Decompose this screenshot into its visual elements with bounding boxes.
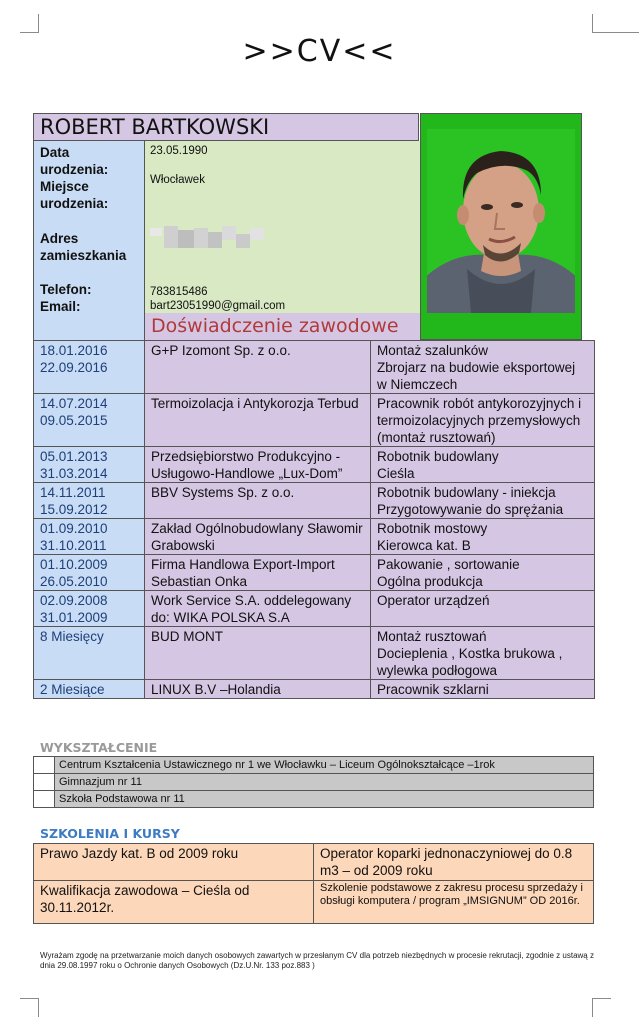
- experience-row: [34, 447, 595, 483]
- training-item: Kwalifikacja zawodowa – Cieśla od 30.11.2012r.: [34, 881, 314, 924]
- label-email: Email:: [40, 299, 81, 314]
- experience-role: Robotnik mostowy Kierowca kat. B: [371, 519, 595, 555]
- experience-company: G+P Izomont Sp. z o.o.: [145, 341, 371, 394]
- education-row: [34, 791, 594, 808]
- birth-place-value: Włocławek: [150, 174, 205, 186]
- education-row: [34, 757, 594, 774]
- email-value: bart23051990@gmail.com: [150, 300, 286, 312]
- experience-dates: 01.09.2010 31.10.2011: [34, 519, 145, 555]
- training-row: [34, 844, 594, 881]
- label-phone: Telefon:: [40, 282, 92, 297]
- experience-dates: 05.01.2013 31.03.2014: [34, 447, 145, 483]
- experience-role: Pracownik szklarni: [371, 680, 595, 699]
- training-item: Prawo Jazdy kat. B od 2009 roku: [34, 844, 314, 881]
- experience-row: [34, 680, 595, 699]
- education-table: [33, 756, 594, 808]
- experience-row: [34, 341, 595, 394]
- experience-row: [34, 483, 595, 519]
- crop-mark-bottom-left: [20, 998, 39, 1017]
- experience-company: BUD MONT: [145, 627, 371, 680]
- redacted-address: [150, 226, 270, 250]
- experience-role: Montaż rusztowań Docieplenia , Kostka brukowa , wylewka podłogowa: [371, 627, 595, 680]
- experience-role: Robotnik budowlany - iniekcja Przygotowywanie do sprężania: [371, 483, 595, 519]
- experience-company: Firma Handlowa Export-Import Sebastian Onka: [145, 555, 371, 591]
- training-table: [33, 843, 594, 924]
- education-item: Gimnazjum nr 11: [55, 774, 594, 791]
- experience-dates: 18.01.2016 22.09.2016: [34, 341, 145, 394]
- experience-dates: 14.07.2014 09.05.2015: [34, 394, 145, 447]
- experience-role: Pakowanie , sortowanie Ogólna produkcja: [371, 555, 595, 591]
- experience-company: Termoizolacja i Antykorozja Terbud: [145, 394, 371, 447]
- education-item: Centrum Kształcenia Ustawicznego nr 1 we Włocławku – Liceum Ogólnokształcące –1rok: [55, 757, 594, 774]
- experience-row: [34, 591, 595, 627]
- training-item: Szkolenie podstawowe z zakresu procesu sprzedaży i obsługi komputera / program „IMSIGNUM” OD 2016r.: [314, 881, 594, 924]
- experience-dates: 8 Miesięcy: [34, 627, 145, 680]
- experience-row: [34, 519, 595, 555]
- crop-mark-top-left: [20, 14, 39, 33]
- label-address: Adres zamieszkania: [40, 231, 127, 263]
- experience-dates: 01.10.2009 26.05.2010: [34, 555, 145, 591]
- experience-dates: 02.09.2008 31.01.2009: [34, 591, 145, 627]
- experience-row: [34, 627, 595, 680]
- experience-dates: 2 Miesiące: [34, 680, 145, 699]
- education-row: [34, 774, 594, 791]
- training-row: [34, 881, 594, 924]
- experience-dates: 14.11.2011 15.09.2012: [34, 483, 145, 519]
- training-item: Operator koparki jednonaczyniowej do 0.8 m3 – od 2009 roku: [314, 844, 594, 881]
- profile-photo: [427, 129, 575, 313]
- data-consent-clause: Wyrażam zgodę na przetwarzanie moich danych osobowych zawartych w przesłanym CV dla potrzeb niezbędnych w procesie rekrutacji, zgodnie z ustawą z dnia 29.08.1997 roku o Ochronie danych Osobowych (Dz.U.Nr. 133 poz.883 ): [40, 951, 594, 970]
- experience-company: Work Service S.A. oddelegowany do: WIKA POLSKA S.A: [145, 591, 371, 627]
- experience-role: Operator urządzeń: [371, 591, 595, 627]
- experience-row: [34, 394, 595, 447]
- training-heading: SZKOLENIA I KURSY: [40, 826, 180, 841]
- label-birth-place: Miejsce urodzenia:: [40, 179, 109, 211]
- experience-heading-cell: [144, 313, 420, 341]
- experience-role: Montaż szalunków Zbrojarz na budowie eksportowej w Niemczech: [371, 341, 595, 394]
- experience-role: Pracownik robót antykorozyjnych i termoizolacyjnych przemysłowych (montaż rusztowań): [371, 394, 595, 447]
- education-item: Szkoła Podstawowa nr 11: [55, 791, 594, 808]
- experience-role: Robotnik budowlany Cieśla: [371, 447, 595, 483]
- phone-value: 783815486: [150, 286, 208, 298]
- experience-company: Zakład Ogólnobudowlany Sławomir Grabowski: [145, 519, 371, 555]
- experience-company: BBV Systems Sp. z o.o.: [145, 483, 371, 519]
- experience-table: [33, 340, 595, 699]
- experience-company: LINUX B.V –Holandia: [145, 680, 371, 699]
- person-name: ROBERT BARTKOWSKI: [33, 113, 419, 141]
- label-birth-date: Data urodzenia:: [40, 145, 109, 177]
- crop-mark-bottom-right: [592, 998, 611, 1017]
- education-heading: WYKSZTAŁCENIE: [40, 740, 158, 755]
- experience-company: Przedsiębiorstwo Produkcyjno - Usługowo-Handlowe „Lux-Dom”: [145, 447, 371, 483]
- birth-date-value: 23.05.1990: [150, 145, 208, 157]
- document-title: >>CV<<: [242, 34, 397, 69]
- experience-heading: Doświadczenie zawodowe: [151, 315, 399, 337]
- experience-row: [34, 555, 595, 591]
- crop-mark-top-right: [592, 14, 639, 33]
